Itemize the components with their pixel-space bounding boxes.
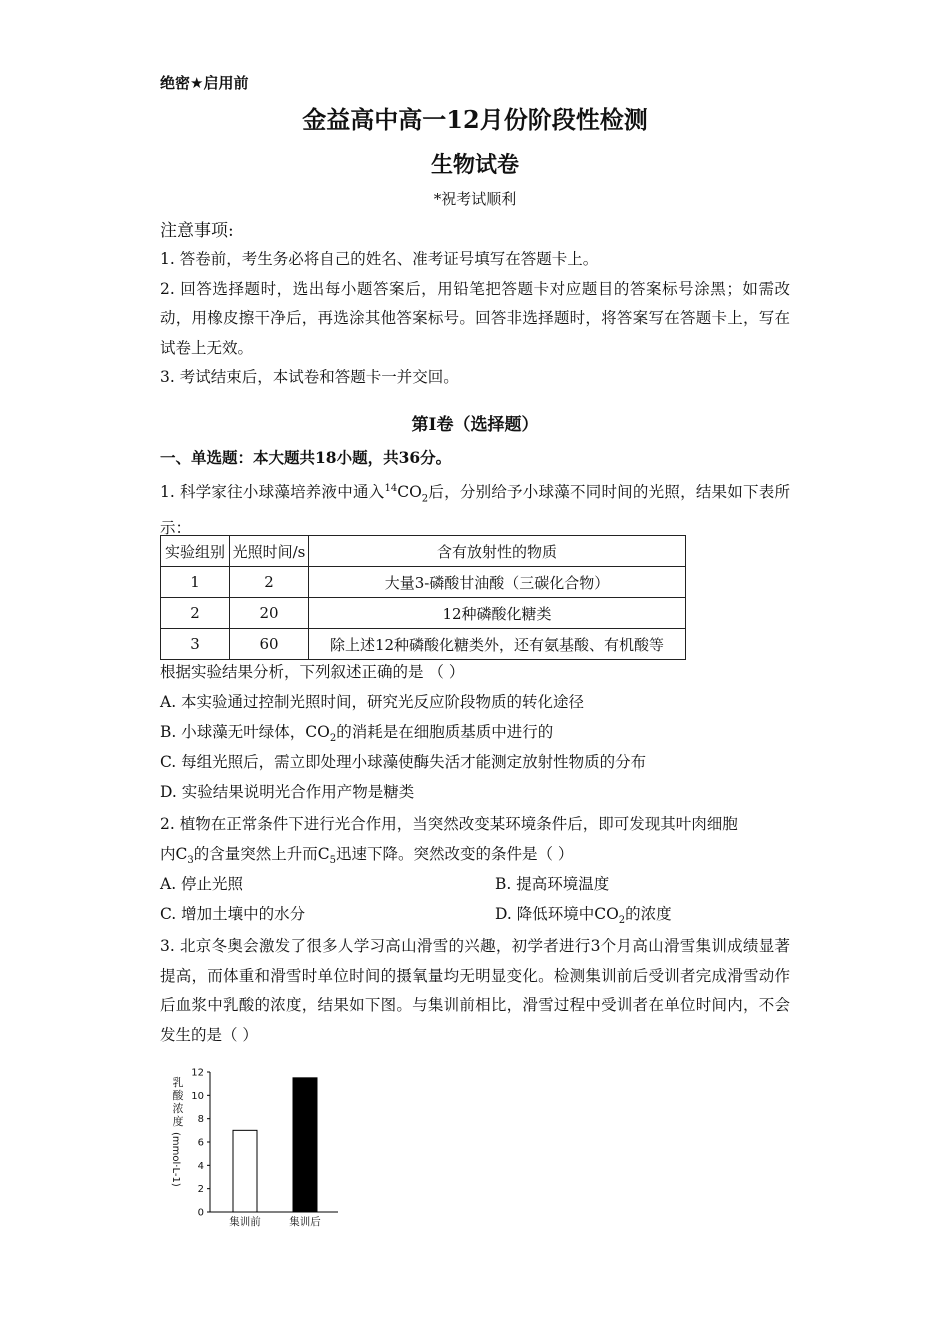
y-tick-label: 8	[197, 1114, 204, 1126]
table-header-row	[161, 536, 686, 567]
table-cell: 2	[230, 567, 309, 598]
table-cell: 大量3-磷酸甘油酸（三碳化合物）	[309, 567, 686, 598]
chart-bars	[229, 1078, 321, 1228]
y-label-char: 酸	[172, 1089, 184, 1102]
y-axis-label	[170, 1076, 185, 1187]
bar-2	[293, 1078, 317, 1212]
table-cell: 1	[161, 567, 230, 598]
q2-option-c[interactable]: C. 增加土壤中的水分	[160, 905, 306, 923]
y-tick-label: 10	[191, 1090, 204, 1102]
exam-subtitle: 生物试卷	[430, 152, 519, 178]
table-row	[161, 598, 686, 629]
table-header-cell: 含有放射性的物质	[309, 536, 686, 567]
good-luck-note: *祝考试顺利	[433, 190, 517, 208]
table-cell: 60	[230, 629, 309, 660]
y-label-unit: (mmol·L-1)	[170, 1132, 181, 1187]
q1-option-d[interactable]: D. 实验结果说明光合作用产物是糖类	[160, 783, 415, 801]
lactate-bar-chart	[160, 1062, 360, 1237]
y-tick-label: 0	[197, 1207, 204, 1219]
notes-list	[160, 245, 790, 393]
q2-option-d[interactable]: D. 降低环境中$CO_2$的浓度	[495, 905, 672, 927]
y-label-char: 浓	[172, 1102, 184, 1115]
note-item-3: 3. 考试结束后，本试卷和答题卡一并交回。	[160, 368, 459, 386]
question-3-stem: 3. 北京冬奥会激发了很多人学习高山滑雪的兴趣，初学者进行3个月高山滑雪集训成绩显著提高，而体重和滑雪时单位时间的摄氧量均无明显变化。检测集训前后受训者完成滑雪动作后血浆中乳酸的浓度，结果如下图。与集训前相比，滑雪过程中受训者在单位时间内，不会发生的是（ ）	[160, 937, 790, 1044]
x-category-label: 集训前	[229, 1216, 261, 1228]
part-heading: 一、单选题：本大题共18小题，共36分。	[160, 448, 452, 467]
bar-1	[233, 1130, 257, 1212]
y-label-char: 度	[172, 1115, 184, 1128]
table-row	[161, 629, 686, 660]
table-cell: 除上述12种磷酸化糖类外，还有氨基酸、有机酸等	[309, 629, 686, 660]
notes-heading: 注意事项:	[160, 221, 234, 241]
y-tick-label: 2	[197, 1184, 204, 1196]
y-tick-label: 4	[197, 1160, 204, 1172]
table-cell: 3	[161, 629, 230, 660]
table-header-cell: 实验组别	[161, 536, 230, 567]
x-category-label: 集训后	[289, 1216, 321, 1228]
table-cell: 12种磷酸化糖类	[309, 598, 686, 629]
q1-option-a[interactable]: A. 本实验通过控制光照时间，研究光反应阶段物质的转化途径	[160, 693, 585, 711]
note-item-1: 1. 答卷前，考生务必将自己的姓名、准考证号填写在答题卡上。	[160, 250, 599, 268]
question-1-prompt: 根据实验结果分析，下列叙述正确的是 （ ）	[160, 663, 465, 681]
confidential-label: 绝密★启用前	[160, 74, 249, 92]
q2-option-b[interactable]: B. 提高环境温度	[495, 875, 610, 893]
q2-option-a[interactable]: A. 停止光照	[160, 875, 244, 893]
q1-option-b[interactable]: B. 小球藻无叶绿体，$CO_2$的消耗是在细胞质基质中进行的	[160, 723, 554, 745]
y-tick-label: 12	[191, 1067, 204, 1079]
experiment-table	[160, 535, 686, 660]
section-title: 第I卷（选择题）	[411, 415, 539, 435]
question-1-stem: 1. 科学家往小球藻培养液中通入$^{14}CO_2$后，分别给予小球藻不同时间的光照，结果如下表所示：	[160, 483, 790, 537]
table-cell: 20	[230, 598, 309, 629]
table-cell: 2	[161, 598, 230, 629]
note-item-2: 2. 回答选择题时，选出每小题答案后，用铅笔把答题卡对应题目的答案标号涂黑；如需改动，用橡皮擦干净后，再选涂其他答案标号。回答非选择题时，将答案写在答题卡上，写在试卷上无效。	[160, 279, 790, 357]
q1-option-c[interactable]: C. 每组光照后，需立即处理小球藻使酶失活才能测定放射性物质的分布	[160, 753, 647, 771]
question-2-stem: 2. 植物在正常条件下进行光合作用，当突然改变某环境条件后，即可发现其叶肉细胞 内$C_3$的含量突然上升而$C_5$迅速下降。突然改变的条件是（ ）	[160, 815, 738, 866]
table-header-cell: 光照时间/s	[230, 536, 309, 567]
y-label-char: 乳	[172, 1076, 184, 1089]
exam-title: 金益高中高一12月份阶段性检测	[302, 105, 648, 134]
y-tick-label: 6	[197, 1137, 204, 1149]
table-row	[161, 567, 686, 598]
